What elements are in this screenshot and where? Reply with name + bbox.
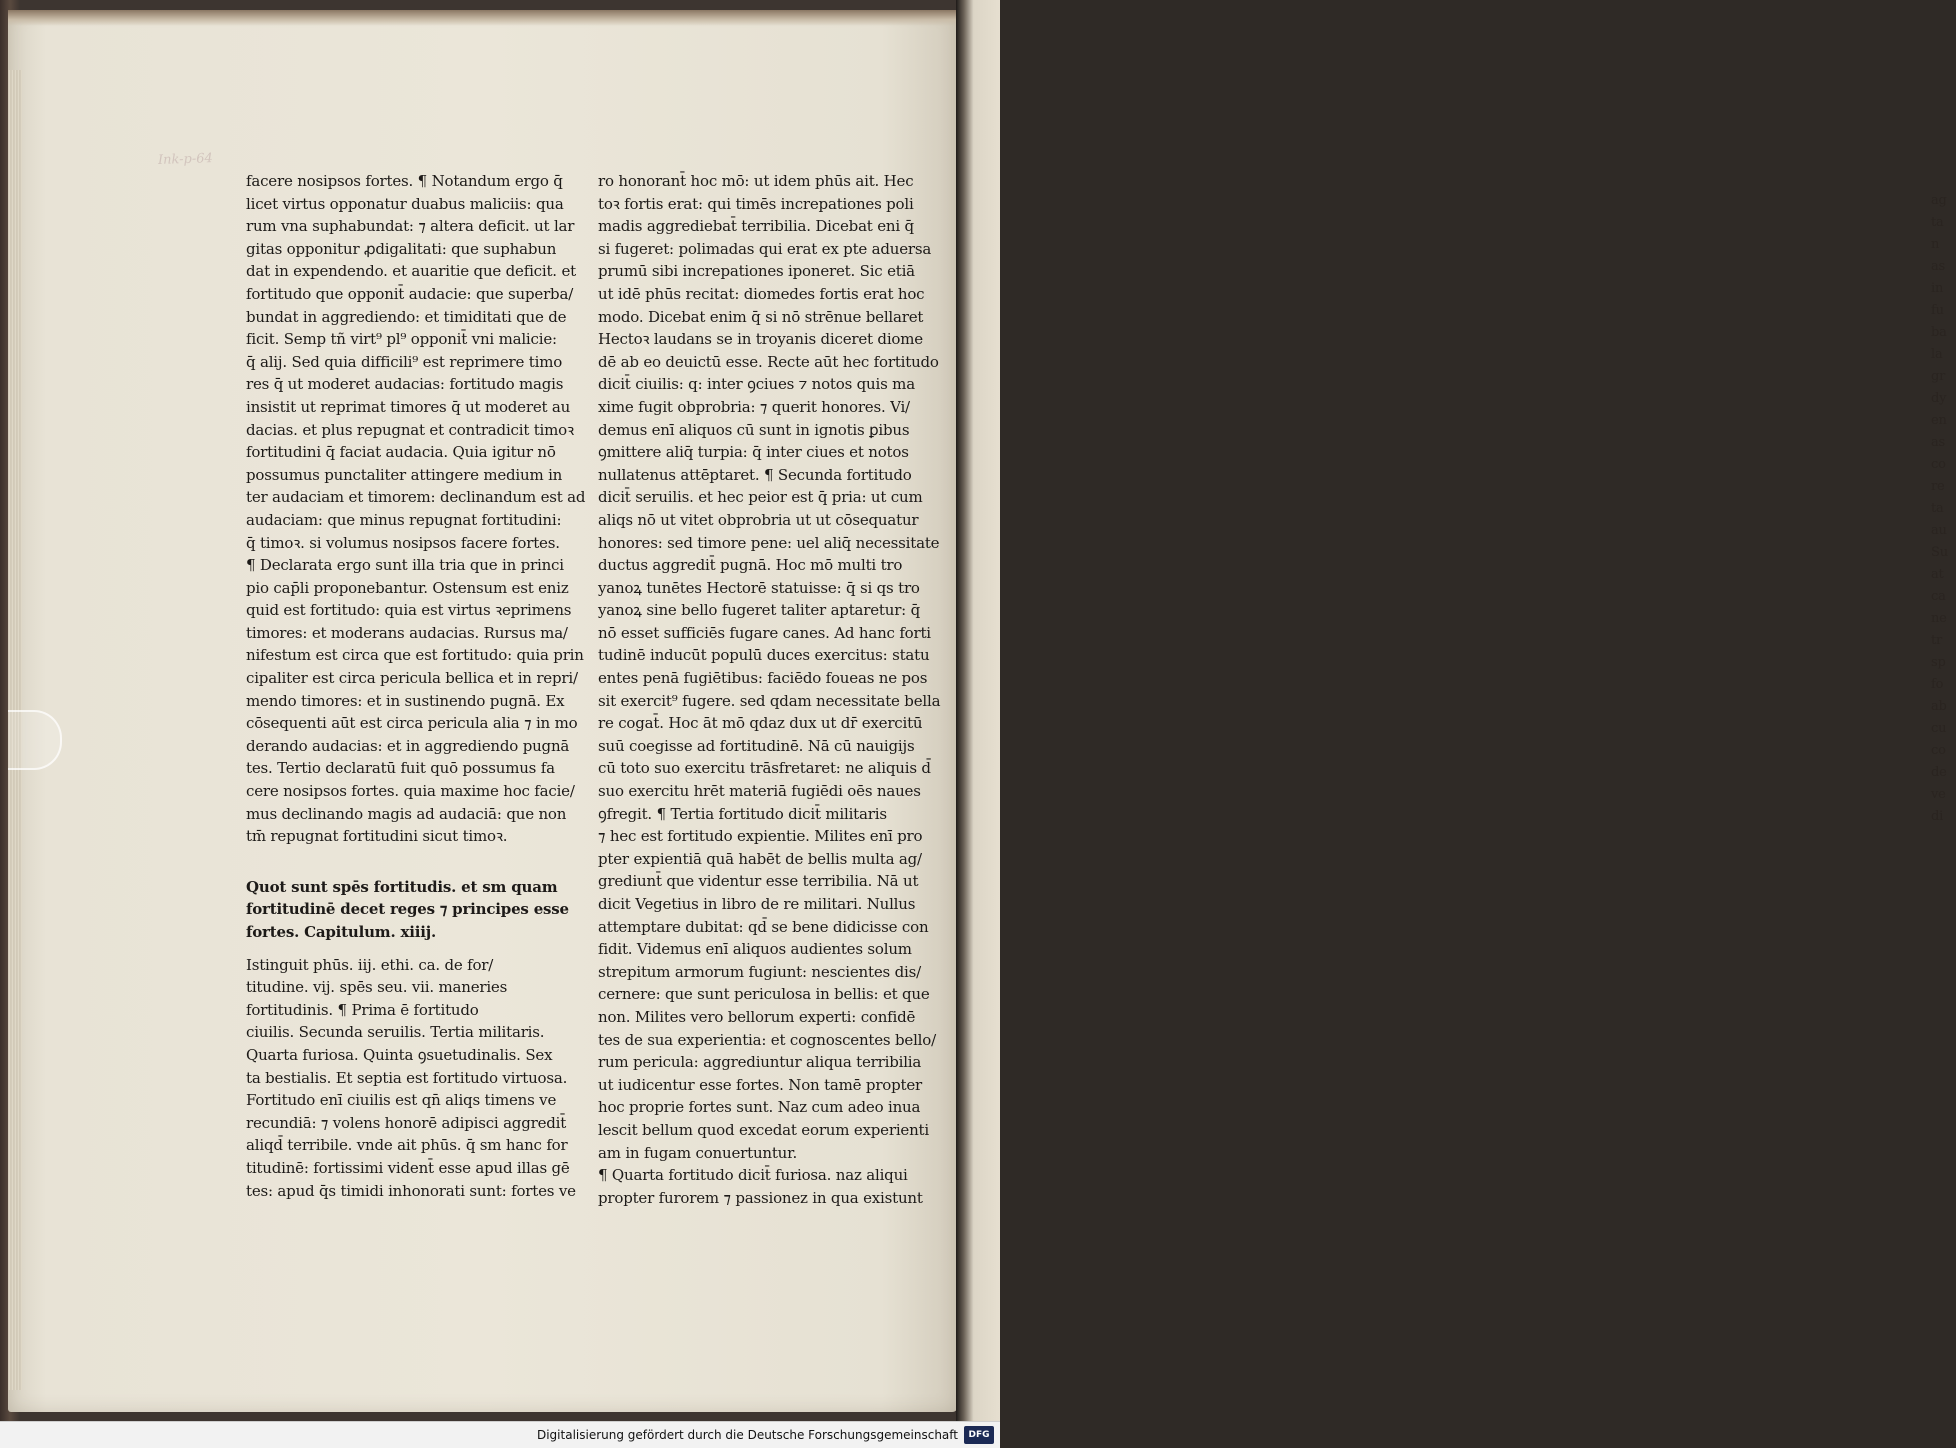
margin-fragment: au	[1931, 523, 1947, 538]
text-line: res q̄ ut moderet audacias: fortitudo magis	[246, 375, 564, 394]
margin-fragment: co	[1931, 743, 1946, 758]
left-column-text-after	[246, 954, 576, 1203]
text-line: facere nosipsos fortes. ¶ Notandum ergo q̄	[246, 172, 563, 190]
margin-fragment: ne	[1931, 611, 1947, 626]
text-line: rum pericula: aggrediuntur aliqua terribilia	[598, 1053, 922, 1072]
text-line: quid est fortitudo: quia est virtus ꝛeprimens	[246, 601, 572, 620]
margin-fragment: re	[1931, 479, 1945, 494]
text-line: fortitudinis. ¶ Prima ē fortitudo	[246, 1000, 479, 1019]
text-line: q̄ alij. Sed quia difficili⁹ est reprimere timo	[246, 352, 563, 371]
text-line: Istinguit phūs. iij. ethi. ca. de for/	[246, 955, 494, 974]
text-line: cernere: que sunt periculosa in bellis: et que	[598, 985, 930, 1004]
text-line: aliqs nō ut vitet obprobria ut ut cōsequatur	[598, 510, 919, 529]
right-column-text	[598, 170, 941, 1209]
text-line: si fugeret: polimadas qui erat ex pte aduersa	[598, 239, 932, 258]
text-line: ciuilis. Secunda seruilis. Tertia militaris.	[246, 1023, 545, 1042]
text-line: madis aggrediebat̄ terribilia. Dicebat eni q̄	[598, 217, 914, 236]
page-clip	[8, 710, 62, 770]
margin-fragment: ca	[1931, 589, 1946, 604]
text-line: cipaliter est circa pericula bellica et in repri/	[246, 669, 578, 688]
text-line: dicit Vegetius in libro de re militari. Nullus	[598, 895, 916, 913]
text-line: ta bestialis. Et septia est fortitudo virtuosa.	[246, 1068, 568, 1087]
margin-fragment: ta	[1931, 215, 1944, 230]
heading-line: Quot sunt spēs fortitudis. et sm quam	[246, 877, 558, 896]
text-line: pio cap̄li proponebantur. Ostensum est eniz	[246, 578, 569, 597]
page-top-edge	[8, 10, 958, 26]
text-line: tm̄ repugnat fortitudini sicut timoꝛ.	[246, 827, 508, 846]
margin-fragment: ag	[1931, 193, 1947, 208]
margin-fragment: Su	[1931, 545, 1948, 560]
text-line: tes. Tertio declaratū fuit quō possumus fa	[246, 759, 555, 778]
text-line: grediunt̄ que videntur esse terribilia. Nā ut	[598, 872, 919, 891]
text-line: tudinē inducūt populū duces exercitus: statu	[598, 646, 930, 665]
margin-fragment: n	[1931, 237, 1940, 252]
text-line: aliqd̄ terribile. vnde ait phūs. q̄ sm hanc for	[246, 1136, 568, 1155]
text-line: fortitudo que opponit̄ audacie: que superba/	[246, 284, 574, 303]
text-line: propter furorem ⁊ passionez in qua existunt	[598, 1188, 923, 1207]
text-line: honores: sed timore pene: uel aliq̄ necessitate	[598, 533, 940, 552]
text-line: tes de sua experientia: et cognoscentes bello/	[598, 1030, 936, 1049]
text-line: mus declinando magis ad audaciā: que non	[246, 804, 567, 823]
facing-page-edge	[956, 0, 1948, 1421]
text-line: ductus aggredit̄ pugnā. Hoc mō multi tro	[598, 556, 903, 575]
margin-fragment: sp	[1931, 655, 1946, 670]
text-line: yanoꝝ tunētes Hectorē statuisse: q̄ si qs tro	[598, 578, 920, 597]
pencil-note: Ink-p-64	[157, 151, 214, 168]
text-line: ut idē phūs recitat: diomedes fortis erat hoc	[598, 284, 925, 303]
text-line: Quarta furiosa. Quinta ꝯsuetudinalis. Sex	[246, 1045, 553, 1064]
text-line: demus enī aliquos cū sunt in ignotis ꝑibus	[598, 420, 910, 439]
left-column-text	[246, 170, 586, 848]
text-line: insistit ut reprimat timores q̄ ut moderet au	[246, 397, 571, 416]
text-line: ¶ Declarata ergo sunt illa tria que in princi	[246, 556, 564, 575]
text-line: dat in expendendo. et auaritie que deficit. et	[246, 262, 576, 281]
text-line: ro honorant̄ hoc mō: ut idem phūs ait. Hec	[598, 172, 914, 190]
text-line: possumus punctaliter attingere medium in	[246, 465, 563, 484]
text-line: sit exercit⁹ fugere. sed qdam necessitate bella	[598, 691, 941, 710]
text-line: tes: apud q̄s timidi inhonorati sunt: fortes ve	[246, 1181, 576, 1200]
margin-fragment: ta	[1931, 501, 1944, 516]
text-line: xime fugit obprobria: ⁊ querit honores. Vi/	[598, 397, 910, 416]
text-line: fidit. Videmus enī aliquos audientes solum	[598, 940, 912, 959]
margin-fragment: tr	[1931, 633, 1943, 648]
text-line: prumū sibi increpationes iponeret. Sic etiā	[598, 262, 915, 281]
text-line: cere nosipsos fortes. quia maxime hoc facie/	[246, 782, 575, 801]
text-line: recundiā: ⁊ volens honorē adipisci aggredit̄	[246, 1113, 567, 1132]
text-line: hoc proprie fortes sunt. Naz cum adeo inua	[598, 1098, 921, 1117]
margin-fragment: in	[1931, 281, 1944, 296]
right-column	[598, 170, 941, 1209]
text-line: titudinē: fortissimi vident̄ esse apud illas gē	[246, 1158, 570, 1177]
text-line: ꝯfregit. ¶ Tertia fortitudo dicit̄ militaris	[598, 804, 887, 823]
book-page	[8, 10, 958, 1412]
text-line: suū coegisse ad fortitudinē. Nā cū nauigijs	[598, 736, 915, 755]
text-line: dicit̄ ciuilis: q: inter ꝯciues ⁊ notos quis ma	[598, 375, 915, 394]
margin-fragment: ve	[1931, 787, 1946, 802]
spacer	[246, 944, 566, 954]
text-line: ficit. Semp tñ virt⁹ pl⁹ opponit̄ vni malicie:	[246, 330, 557, 349]
spacer	[246, 848, 566, 876]
text-line: titudine. vij. spēs seu. vii. maneries	[246, 978, 508, 997]
text-line: nifestum est circa que est fortitudo: quia prin	[246, 646, 584, 665]
text-line: ¶ Quarta fortitudo dicit̄ furiosa. naz aliqui	[598, 1166, 908, 1185]
margin-fragment: cu	[1931, 721, 1947, 736]
text-line: nullatenus attēptaret. ¶ Secunda fortitudo	[598, 465, 912, 484]
text-line: Fortitudo enī ciuilis est qn̄ aliqs timens ve	[246, 1091, 557, 1110]
text-line: rum vna suphabundat: ⁊ altera deficit. ut lar	[246, 217, 575, 236]
heading-line: fortitudinē decet reges ⁊ principes esse	[246, 900, 569, 919]
text-line: Hectoꝛ laudans se in troyanis diceret diome	[598, 330, 923, 349]
text-line: fortitudini q̄ faciat audacia. Quia igitur nō	[246, 443, 556, 462]
margin-fragment: gr	[1931, 369, 1946, 384]
dfg-logo: DFG	[964, 1426, 994, 1444]
margin-fragment: as	[1931, 259, 1946, 274]
facing-page-fragments	[1931, 190, 1956, 828]
text-line: entes penā fugiētibus: faciēdo foueas ne pos	[598, 669, 928, 688]
text-line: ⁊ hec est fortitudo expientie. Milites enī pro	[598, 827, 923, 846]
text-line: non. Milites vero bellorum experti: confidē	[598, 1007, 916, 1026]
text-line: strepitum armorum fugiunt: nescientes dis/	[598, 962, 921, 981]
text-line: nō esset sufficiēs fugare canes. Ad hanc forti	[598, 623, 931, 642]
text-line: yanoꝝ sine bello fugeret taliter aptaretur: q̄	[598, 601, 921, 620]
text-line: bundat in aggrediendo: et timiditati que de	[246, 307, 567, 326]
text-line: pter expientiā quā habēt de bellis multa ag/	[598, 849, 922, 868]
text-line: modo. Dicebat enim q̄ si nō strēnue bellaret	[598, 307, 924, 326]
margin-fragment: co	[1931, 457, 1946, 472]
text-line: mendo timores: et in sustinendo pugnā. Ex	[246, 691, 565, 710]
footer-bar	[0, 1421, 1000, 1448]
text-line: attemptare dubitat: qd̄ se bene didicisse con	[598, 917, 929, 936]
text-line: dicit̄ seruilis. et hec peior est q̄ pria: ut cum	[598, 488, 923, 507]
text-line: dē ab eo deuictū esse. Recte aūt hec fortitudo	[598, 352, 939, 371]
text-line: gitas opponitur ꝓdigalitati: que suphabun	[246, 239, 557, 258]
text-line: cōsequenti aūt est circa pericula alia ⁊ in mo	[246, 714, 578, 733]
text-line: audaciam: que minus repugnat fortitudini:	[246, 510, 562, 529]
margin-fragment: fu	[1931, 303, 1944, 318]
text-line: lescit bellum quod excedat eorum experienti	[598, 1120, 929, 1139]
margin-fragment: ab	[1931, 699, 1947, 714]
text-line: q̄ timoꝛ. si volumus nosipsos facere fortes.	[246, 533, 560, 552]
margin-fragment: de	[1931, 765, 1947, 780]
margin-fragment: en	[1931, 413, 1947, 428]
text-line: ter audaciam et timorem: declinandum est ad	[246, 488, 586, 507]
text-line: am in fugam conuertuntur.	[598, 1143, 798, 1162]
margin-fragment: di	[1931, 809, 1944, 824]
text-line: dacias. et plus repugnat et contradicit timoꝛ	[246, 420, 574, 439]
text-line: derando audacias: et in aggrediendo pugnā	[246, 736, 570, 755]
text-line: re cogat̄. Hoc āt mō qdaz dux ut dr̄ exercitū	[598, 714, 923, 733]
text-line: suo exercitu hrēt materiā fugiēdi oēs naues	[598, 782, 921, 801]
footer-credit: Digitalisierung gefördert durch die Deutsche Forschungsgemeinschaft	[536, 1428, 958, 1442]
text-line: toꝛ fortis erat: qui timēs increpationes poli	[598, 194, 914, 213]
margin-fragment: ba	[1931, 325, 1947, 340]
text-line: ꝯmittere aliq̄ turpia: q̄ inter ciues et notos	[598, 443, 909, 462]
margin-fragment: fo	[1931, 677, 1944, 692]
left-column	[246, 170, 586, 1202]
heading-line: fortes. Capitulum. xiiij.	[246, 923, 437, 941]
text-line: cū toto suo exercitu trāsfretaret: ne aliquis d̄	[598, 759, 931, 778]
margin-fragment: dy	[1931, 391, 1947, 406]
text-line: timores: et moderans audacias. Rursus ma/	[246, 623, 568, 642]
text-line: ut iudicentur esse fortes. Non tamē propter	[598, 1075, 922, 1094]
text-line: licet virtus opponatur duabus maliciis: qua	[246, 194, 564, 213]
margin-fragment: la	[1931, 347, 1943, 362]
margin-fragment: as	[1931, 435, 1946, 450]
margin-fragment: at	[1931, 567, 1944, 582]
chapter-heading	[246, 876, 569, 944]
